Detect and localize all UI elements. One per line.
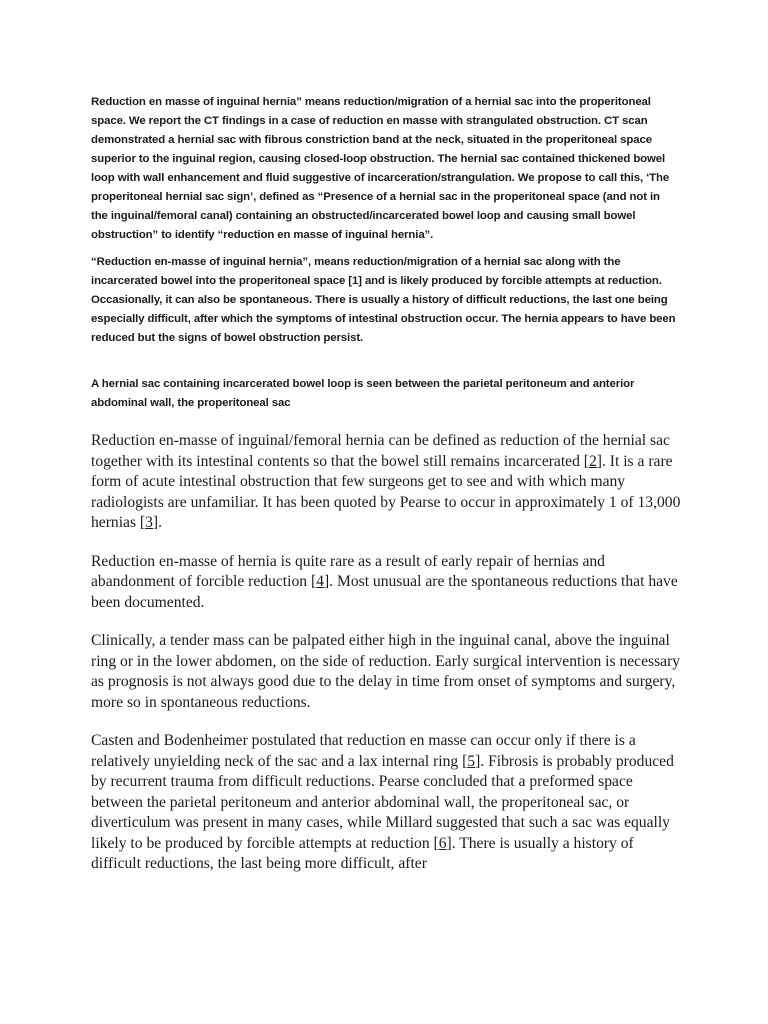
paragraph-pathogenesis bbox=[91, 731, 683, 875]
paragraph-rarity bbox=[91, 552, 683, 614]
text-segment: Reduction en-masse of hernia is quite rare as a result of early repair of hernias and abandonment of forcible reduction [ bbox=[91, 552, 605, 590]
paragraph-reduction-en-masse: “Reduction en-masse of inguinal hernia”, means reduction/migration of a hernial sac along with the incarcerated bowel into the properitoneal space [1] and is likely produced by forcible attempts at reduction. Occasionally, it can also be spontaneous. There is usually a history of difficult reductions, the last one being especially difficult, after which the symptoms of intestinal obstruction occur. The hernia appears to have been reduced but the signs of bowel obstruction persist. bbox=[91, 256, 676, 344]
reference-link-2[interactable]: 2 bbox=[589, 452, 597, 470]
reference-link-5[interactable]: 5 bbox=[467, 752, 476, 770]
document-page bbox=[91, 93, 681, 875]
reference-link-4[interactable]: 4 bbox=[316, 573, 324, 590]
paragraph-reduction-definition: Reduction en masse of inguinal hernia” means reduction/migration of a hernial sac into the properitoneal space. We report the CT findings in a case of reduction en masse with strangulated obstruction. CT scan demonstrated a hernial sac with fibrous constriction band at the neck, situated in the properitoneal space superior to the inguinal region, causing closed-loop obstruction. The hernial sac contained thickened bowel loop with wall enhancement and fluid suggestive of incarceration/strangulation. We propose to call this, ‘The properitoneal hernial sac sign’, defined as “Presence of a hernial sac in the properitoneal space (and not in the inguinal/femoral canal) containing an obstructed/incarcerated bowel loop and causing small bowel obstruction” to identify “reduction en masse of inguinal hernia”. bbox=[91, 96, 670, 241]
text-segment: ]. There is usually a history of difficult reductions, the last being more difficult, after bbox=[91, 834, 634, 872]
text-segment: ]. It is a rare form of acute intestinal obstruction that few surgeons get to see and with which many radiologists are unfamiliar. It has been quoted by Pearse to occur in approximately 1 of 13,000 hernias [ bbox=[91, 452, 681, 531]
reference-link-3[interactable]: 3 bbox=[145, 514, 153, 531]
text-segment: ]. bbox=[152, 514, 163, 531]
text-segment: ]. Fibrosis is probably produced by recurrent trauma from difficult reductions. Pearse concluded that a preformed space between the parietal peritoneum and anterior abdominal wall, the properitoneal sac, or diverticulum was present in many cases, while Millard suggested that such a sac was equally likely to be produced by forcible attempts at reduction [ bbox=[91, 752, 674, 852]
paragraph-clinical: Clinically, a tender mass can be palpated either high in the inguinal canal, above the inguinal ring or in the lower abdomen, on the side of reduction. Early surgical intervention is necessary as prognosis is not always good due to the delay in time from onset of symptoms and surgery, more so in spontaneous reductions. bbox=[91, 632, 681, 711]
text-segment: ]. Most unusual are the spontaneous reductions that have been documented. bbox=[91, 573, 678, 611]
paragraph-figure-caption: A hernial sac containing incarcerated bowel loop is seen between the parietal peritoneum and anterior abdominal wall, the properitoneal sac bbox=[91, 378, 635, 409]
text-segment: Reduction en-masse of inguinal/femoral hernia can be defined as reduction of the hernial sac together with its intestinal contents so that the bowel still remains incarcerated [ bbox=[91, 432, 670, 470]
paragraph-definition-incidence bbox=[91, 431, 683, 534]
reference-link-6[interactable]: 6 bbox=[438, 834, 447, 852]
text-segment: Casten and Bodenheimer postulated that reduction en masse can occur only if there is a relatively unyielding neck of the sac and a lax internal ring [ bbox=[91, 732, 636, 770]
